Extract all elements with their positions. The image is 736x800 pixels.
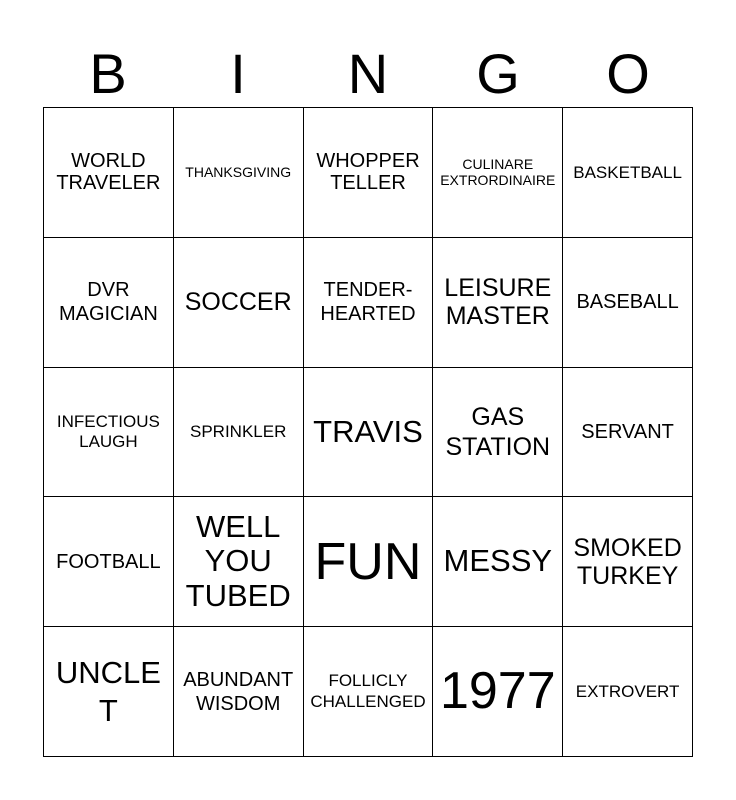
bingo-cell[interactable]	[174, 108, 304, 238]
bingo-cell[interactable]	[433, 108, 563, 238]
cell-text: DVR MAGICIAN	[58, 279, 158, 326]
cell-text: UNCLE T	[55, 655, 161, 728]
bingo-cell[interactable]	[304, 238, 434, 368]
bingo-cell[interactable]	[44, 108, 174, 238]
bingo-cell[interactable]	[304, 368, 434, 498]
cell-text: TRAVIS	[313, 413, 423, 449]
cell-text: WORLD TRAVELER	[56, 150, 161, 195]
bingo-cell[interactable]	[174, 627, 304, 757]
cell-text: FOLLICLY CHALLENGED	[310, 671, 426, 711]
cell-text: 1977	[439, 662, 556, 721]
bingo-cell[interactable]	[44, 497, 174, 627]
bingo-cell[interactable]	[433, 238, 563, 368]
bingo-cell[interactable]	[304, 497, 434, 627]
bingo-cell[interactable]	[563, 368, 693, 498]
bingo-cell[interactable]	[44, 368, 174, 498]
cell-text: INFECTIOUS LAUGH	[56, 411, 160, 451]
cell-text: SPRINKLER	[190, 422, 287, 442]
bingo-cell[interactable]	[44, 238, 174, 368]
bingo-board	[43, 107, 693, 757]
bingo-cell[interactable]	[304, 108, 434, 238]
bingo-cell[interactable]	[304, 627, 434, 757]
cell-text: BASEBALL	[576, 291, 679, 313]
bingo-cell[interactable]	[433, 368, 563, 498]
cell-text: SOCCER	[184, 288, 292, 317]
bingo-cell[interactable]	[174, 368, 304, 498]
cell-text: SERVANT	[581, 420, 674, 443]
header-letter-b: B	[89, 42, 127, 105]
bingo-cell[interactable]	[563, 108, 693, 238]
cell-text: TENDER-HEARTED	[320, 279, 416, 326]
bingo-cell[interactable]	[433, 627, 563, 757]
cell-text: SMOKED TURKEY	[573, 533, 682, 590]
cell-text: WELL YOU TUBED	[185, 508, 291, 614]
header-letter-o: O	[606, 42, 650, 105]
bingo-header	[43, 42, 693, 106]
cell-text: EXTROVERT	[575, 682, 680, 702]
cell-text: FUN	[314, 532, 422, 591]
bingo-cell[interactable]	[563, 238, 693, 368]
cell-text: MESSY	[443, 543, 553, 579]
header-letter-n: N	[347, 42, 389, 105]
bingo-cell[interactable]	[174, 497, 304, 627]
cell-text: THANKSGIVING	[185, 163, 292, 180]
cell-text: ABUNDANT WISDOM	[183, 668, 294, 715]
cell-text: BASKETBALL	[573, 162, 682, 182]
header-letter-i: I	[230, 42, 246, 105]
bingo-cell[interactable]	[433, 497, 563, 627]
cell-text: WHOPPER TELLER	[316, 150, 420, 195]
cell-text: CULINARE EXTRORDINAIRE	[440, 155, 556, 189]
cell-text: GAS STATION	[445, 402, 551, 461]
bingo-cell[interactable]	[563, 497, 693, 627]
bingo-cell[interactable]	[44, 627, 174, 757]
header-letter-g: G	[476, 42, 520, 105]
bingo-cell[interactable]	[174, 238, 304, 368]
cell-text: LEISURE MASTER	[444, 274, 552, 331]
bingo-cell[interactable]	[563, 627, 693, 757]
cell-text: FOOTBALL	[56, 550, 161, 573]
